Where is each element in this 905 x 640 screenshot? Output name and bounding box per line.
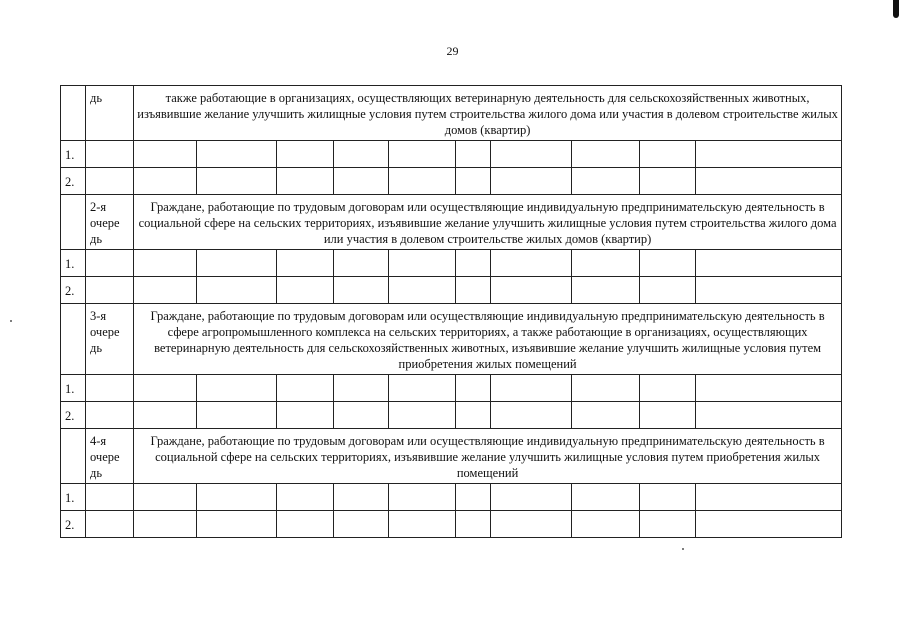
empty-cell bbox=[456, 277, 491, 304]
empty-cell bbox=[334, 141, 389, 168]
empty-cell bbox=[456, 511, 491, 538]
queue-stage-cell bbox=[86, 429, 134, 484]
empty-cell bbox=[277, 250, 334, 277]
empty-cell bbox=[334, 168, 389, 195]
empty-cell bbox=[334, 402, 389, 429]
empty-cell bbox=[134, 484, 197, 511]
page-number: 29 bbox=[446, 44, 459, 58]
empty-cell bbox=[491, 484, 572, 511]
queue-table-body bbox=[61, 86, 842, 538]
empty-cell bbox=[389, 250, 456, 277]
queue-stage-label: 3-я очере дь bbox=[90, 309, 120, 355]
empty-cell bbox=[277, 484, 334, 511]
empty-cell bbox=[389, 484, 456, 511]
empty-cell bbox=[696, 511, 842, 538]
empty-cell bbox=[696, 277, 842, 304]
empty-cell bbox=[640, 250, 696, 277]
queue-stage-label: 4-я очере дь bbox=[90, 434, 120, 480]
empty-cell bbox=[456, 375, 491, 402]
scan-edge-mark bbox=[893, 0, 899, 18]
empty-cell bbox=[640, 168, 696, 195]
empty-cell bbox=[491, 277, 572, 304]
table-row bbox=[61, 511, 842, 538]
row-number: 2. bbox=[61, 277, 86, 304]
empty-cell bbox=[197, 250, 277, 277]
number-cell bbox=[61, 86, 86, 141]
empty-cell bbox=[134, 511, 197, 538]
section-header-row bbox=[61, 304, 842, 375]
empty-cell bbox=[334, 484, 389, 511]
empty-cell bbox=[334, 511, 389, 538]
empty-cell bbox=[389, 277, 456, 304]
queue-description: Граждане, работающие по трудовым договорам или осуществляющие индивидуальную предпринимательскую деятельность в социальной сфере на сельских территориях, изъявившие желание улучшить жилищные условия путем приобретения жилых помещений bbox=[134, 429, 842, 484]
empty-cell bbox=[86, 375, 134, 402]
row-number: 1. bbox=[61, 484, 86, 511]
empty-cell bbox=[640, 511, 696, 538]
empty-cell bbox=[197, 141, 277, 168]
empty-cell bbox=[277, 277, 334, 304]
empty-cell bbox=[696, 250, 842, 277]
empty-cell bbox=[640, 402, 696, 429]
empty-cell bbox=[696, 375, 842, 402]
empty-cell bbox=[491, 511, 572, 538]
row-number: 2. bbox=[61, 168, 86, 195]
scan-speck bbox=[682, 548, 684, 550]
queue-stage-cell bbox=[86, 195, 134, 250]
empty-cell bbox=[86, 402, 134, 429]
table-row bbox=[61, 277, 842, 304]
table-row bbox=[61, 484, 842, 511]
empty-cell bbox=[572, 402, 640, 429]
row-number: 2. bbox=[61, 511, 86, 538]
table-row bbox=[61, 168, 842, 195]
empty-cell bbox=[86, 484, 134, 511]
queue-description: также работающие в организациях, осуществляющих ветеринарную деятельность для сельскохозяйственных животных, изъявившие желание улучшить жилищные условия путем строительства жилого дома или участия в долевом строительстве жилых домов (квартир) bbox=[134, 86, 842, 141]
empty-cell bbox=[389, 375, 456, 402]
empty-cell bbox=[696, 141, 842, 168]
queue-stage-label: 2-я очере дь bbox=[90, 200, 120, 246]
empty-cell bbox=[572, 484, 640, 511]
queue-table bbox=[60, 85, 842, 538]
empty-cell bbox=[277, 511, 334, 538]
empty-cell bbox=[696, 484, 842, 511]
empty-cell bbox=[491, 168, 572, 195]
empty-cell bbox=[334, 277, 389, 304]
empty-cell bbox=[86, 511, 134, 538]
empty-cell bbox=[277, 375, 334, 402]
row-number: 1. bbox=[61, 250, 86, 277]
empty-cell bbox=[277, 141, 334, 168]
number-cell bbox=[61, 304, 86, 375]
number-cell bbox=[61, 195, 86, 250]
empty-cell bbox=[134, 141, 197, 168]
empty-cell bbox=[389, 141, 456, 168]
empty-cell bbox=[491, 250, 572, 277]
row-number: 1. bbox=[61, 375, 86, 402]
queue-description: Граждане, работающие по трудовым договорам или осуществляющие индивидуальную предпринимательскую деятельность в социальной сфере на сельских территориях, изъявившие желание улучшить жилищные условия путем строительства жилого дома или участия в долевом строительстве жилых домов (квартир) bbox=[134, 195, 842, 250]
empty-cell bbox=[572, 277, 640, 304]
empty-cell bbox=[134, 277, 197, 304]
number-cell bbox=[61, 429, 86, 484]
empty-cell bbox=[134, 375, 197, 402]
empty-cell bbox=[277, 168, 334, 195]
table-row bbox=[61, 375, 842, 402]
empty-cell bbox=[277, 402, 334, 429]
table-row bbox=[61, 402, 842, 429]
empty-cell bbox=[696, 168, 842, 195]
empty-cell bbox=[640, 277, 696, 304]
empty-cell bbox=[572, 141, 640, 168]
table-row bbox=[61, 250, 842, 277]
empty-cell bbox=[197, 402, 277, 429]
empty-cell bbox=[197, 484, 277, 511]
empty-cell bbox=[389, 402, 456, 429]
empty-cell bbox=[197, 277, 277, 304]
empty-cell bbox=[86, 141, 134, 168]
empty-cell bbox=[640, 375, 696, 402]
empty-cell bbox=[572, 250, 640, 277]
empty-cell bbox=[197, 168, 277, 195]
row-number: 1. bbox=[61, 141, 86, 168]
empty-cell bbox=[696, 402, 842, 429]
empty-cell bbox=[86, 277, 134, 304]
scan-speck bbox=[10, 320, 12, 322]
empty-cell bbox=[134, 402, 197, 429]
row-number: 2. bbox=[61, 402, 86, 429]
section-header-row bbox=[61, 195, 842, 250]
queue-stage-label: дь bbox=[90, 91, 103, 105]
empty-cell bbox=[86, 250, 134, 277]
empty-cell bbox=[197, 375, 277, 402]
empty-cell bbox=[456, 402, 491, 429]
empty-cell bbox=[572, 168, 640, 195]
empty-cell bbox=[640, 141, 696, 168]
empty-cell bbox=[572, 511, 640, 538]
empty-cell bbox=[197, 511, 277, 538]
queue-stage-cell bbox=[86, 86, 134, 141]
empty-cell bbox=[334, 250, 389, 277]
empty-cell bbox=[456, 250, 491, 277]
empty-cell bbox=[86, 168, 134, 195]
empty-cell bbox=[491, 375, 572, 402]
empty-cell bbox=[334, 375, 389, 402]
section-header-row bbox=[61, 429, 842, 484]
empty-cell bbox=[491, 402, 572, 429]
empty-cell bbox=[456, 168, 491, 195]
empty-cell bbox=[456, 141, 491, 168]
queue-stage-cell bbox=[86, 304, 134, 375]
empty-cell bbox=[389, 511, 456, 538]
empty-cell bbox=[456, 484, 491, 511]
empty-cell bbox=[134, 250, 197, 277]
empty-cell bbox=[134, 168, 197, 195]
empty-cell bbox=[640, 484, 696, 511]
empty-cell bbox=[389, 168, 456, 195]
queue-description: Граждане, работающие по трудовым договорам или осуществляющие индивидуальную предпринимательскую деятельность в сфере агропромышленного комплекса на сельских территориях, а также работающие в организациях, осуществляющих ветеринарную деятельность для сельскохозяйственных животных, изъявившие желание улучшить жилищные условия путем приобретения жилых помещений bbox=[134, 304, 842, 375]
section-header-row bbox=[61, 86, 842, 141]
empty-cell bbox=[572, 375, 640, 402]
table-row bbox=[61, 141, 842, 168]
empty-cell bbox=[491, 141, 572, 168]
